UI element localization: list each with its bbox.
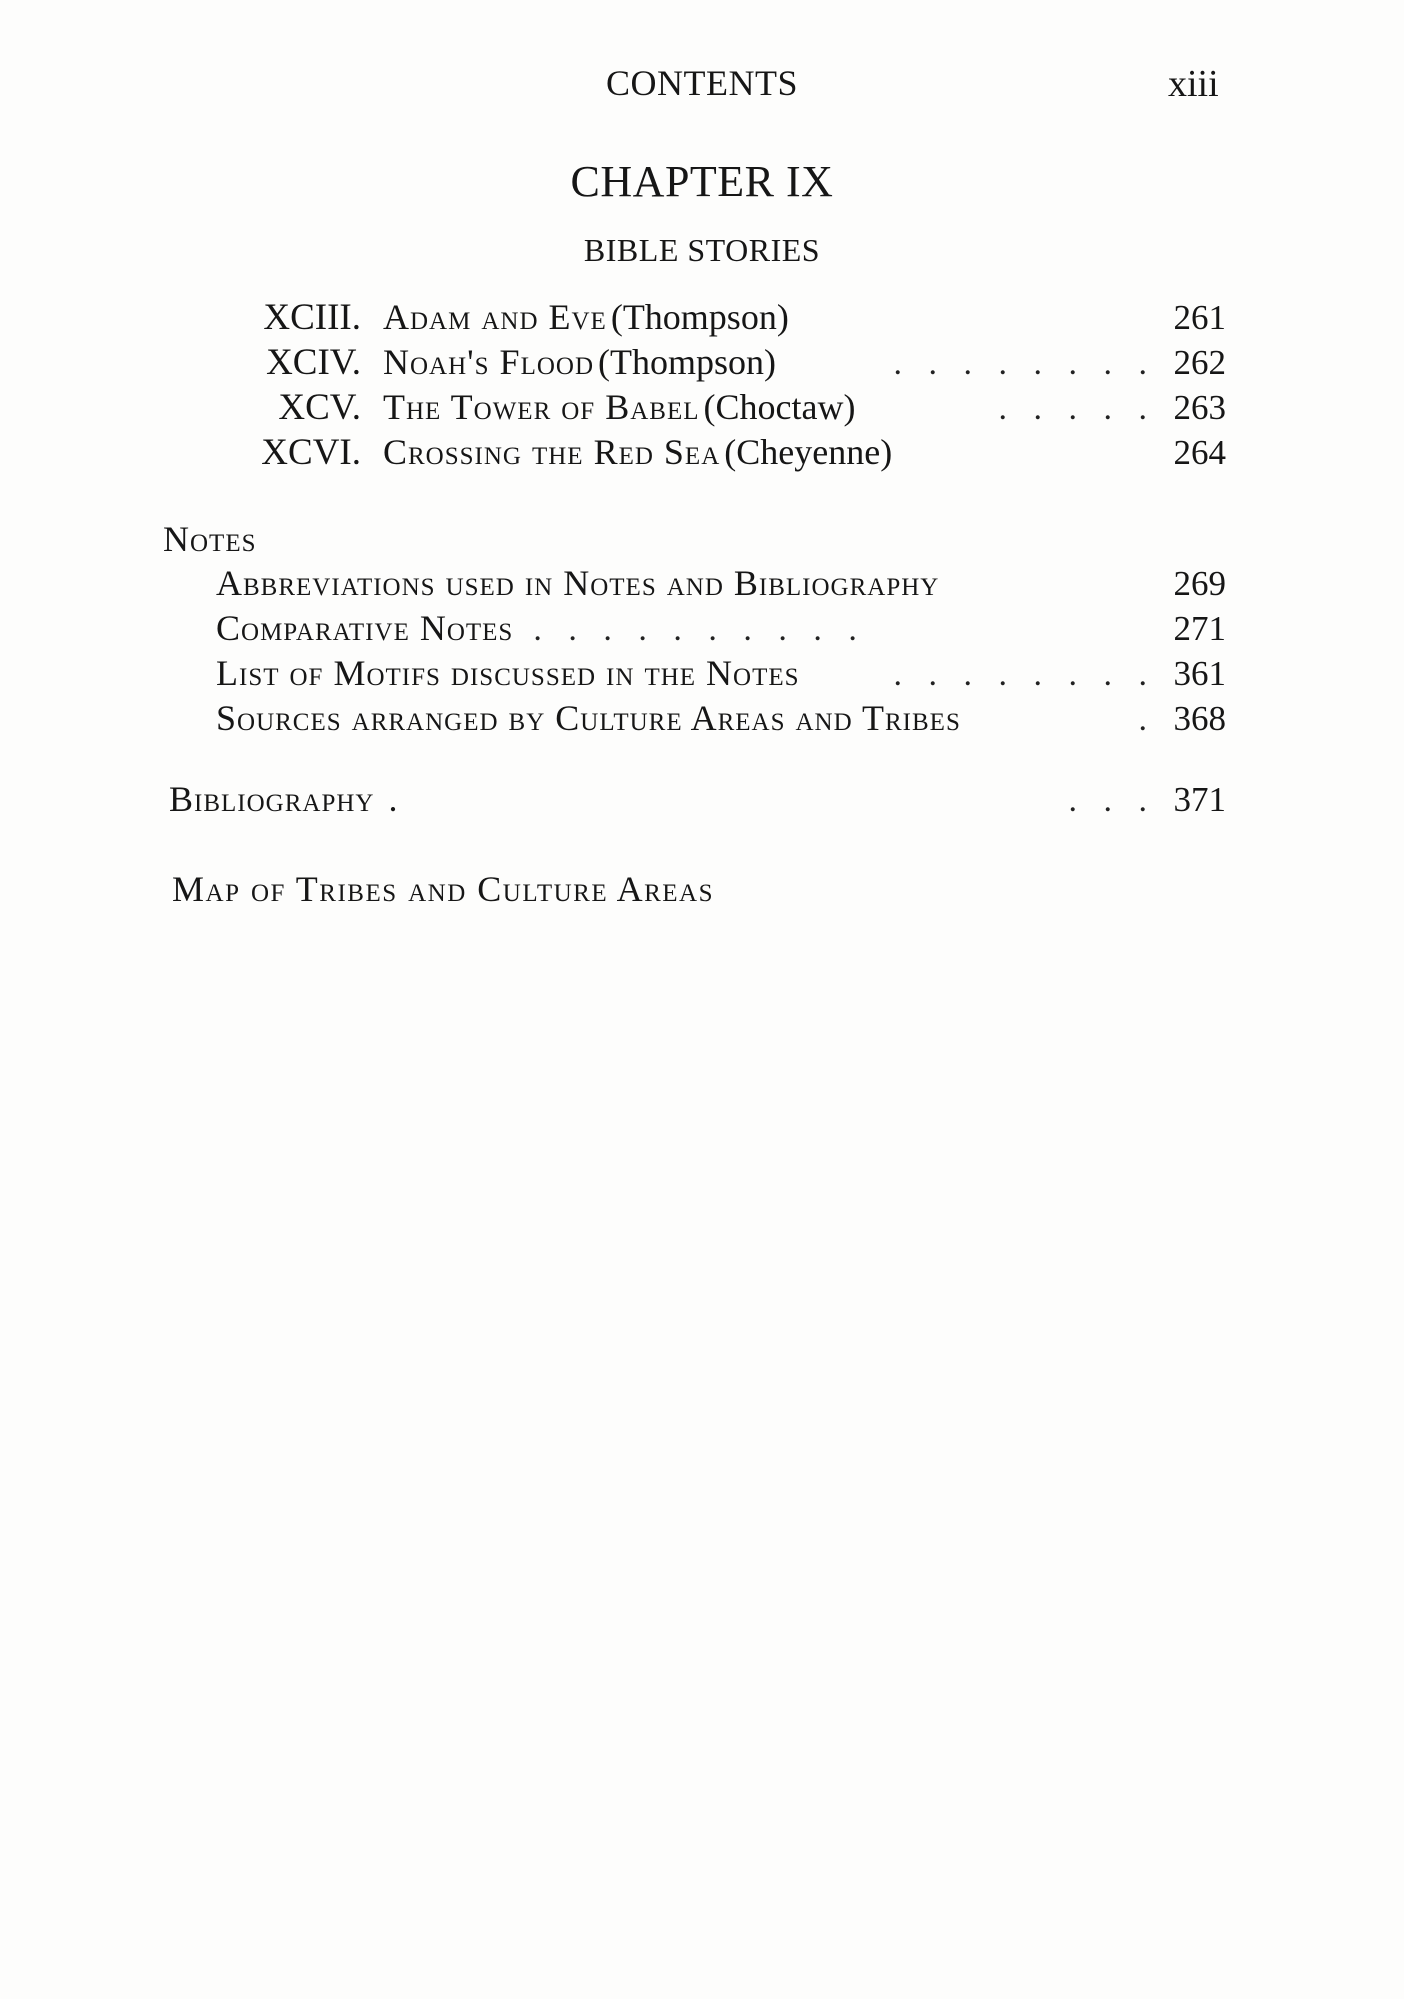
toc-entry-xcvi[interactable] xyxy=(236,431,1226,475)
entry-title: Comparative Notes xyxy=(216,608,514,648)
entry-page: 271 xyxy=(1173,609,1226,648)
toc-entry-bibliography[interactable] xyxy=(169,778,1226,822)
entry-title: Adam and Eve xyxy=(383,297,607,337)
entry-page: 261 xyxy=(1173,298,1226,337)
entry-numeral: XCIV. xyxy=(266,342,361,383)
toc-entry-list-of-motifs[interactable] xyxy=(216,652,1226,696)
entry-title: Abbreviations used in Notes and Bibliography xyxy=(216,563,940,603)
toc-entry-xciii[interactable] xyxy=(236,296,1226,340)
entry-title: Bibliography xyxy=(169,779,375,819)
entry-source: (Choctaw) xyxy=(703,387,856,427)
entry-numeral: XCVI. xyxy=(261,432,361,473)
toc-entry-sources[interactable] xyxy=(216,697,1226,741)
running-head: CONTENTS xyxy=(606,63,798,103)
dot-leader: . . . . . . . . xyxy=(893,656,1156,693)
entry-source: (Thompson) xyxy=(610,297,789,337)
entry-page: 368 xyxy=(1173,699,1226,738)
entry-page: 264 xyxy=(1173,433,1226,472)
toc-entry-xciv[interactable] xyxy=(236,341,1226,385)
toc-entry-abbreviations[interactable] xyxy=(216,562,1226,606)
dot-leader: . . . . . . . . xyxy=(893,345,1156,382)
dot-leader: . xyxy=(388,779,398,819)
entry-title: Noah's Flood xyxy=(383,342,595,382)
toc-entry-map[interactable]: Map of Tribes and Culture Areas xyxy=(172,869,715,909)
entry-page: 269 xyxy=(1173,564,1226,603)
dot-leader: . . . . . . . . . . xyxy=(533,611,866,648)
entry-page: 262 xyxy=(1173,343,1226,382)
entry-title: List of Motifs discussed in the Notes xyxy=(216,653,800,693)
page-number: xiii xyxy=(1168,63,1219,105)
entry-title: The Tower of Babel xyxy=(383,387,700,427)
entry-page: 263 xyxy=(1173,388,1226,427)
entry-page: 371 xyxy=(1173,780,1226,819)
dot-leader: . . . xyxy=(1068,782,1156,819)
entry-source: (Cheyenne) xyxy=(724,432,893,472)
entry-source: (Thompson) xyxy=(598,342,776,382)
notes-heading: Notes xyxy=(163,519,257,559)
dot-leader: . xyxy=(1138,701,1156,738)
entry-numeral: XCIII. xyxy=(263,297,361,338)
entry-title: Sources arranged by Culture Areas and Tribes xyxy=(216,698,961,738)
entry-page: 361 xyxy=(1173,654,1226,693)
entry-numeral: XCV. xyxy=(278,387,361,428)
dot-leader: . . . . . xyxy=(998,390,1156,427)
toc-entry-comparative-notes[interactable] xyxy=(216,607,1226,651)
chapter-subtitle: BIBLE STORIES xyxy=(583,232,821,268)
toc-entry-xcv[interactable] xyxy=(236,386,1226,430)
entry-title: Crossing the Red Sea xyxy=(383,432,721,472)
chapter-title: CHAPTER IX xyxy=(570,157,834,206)
